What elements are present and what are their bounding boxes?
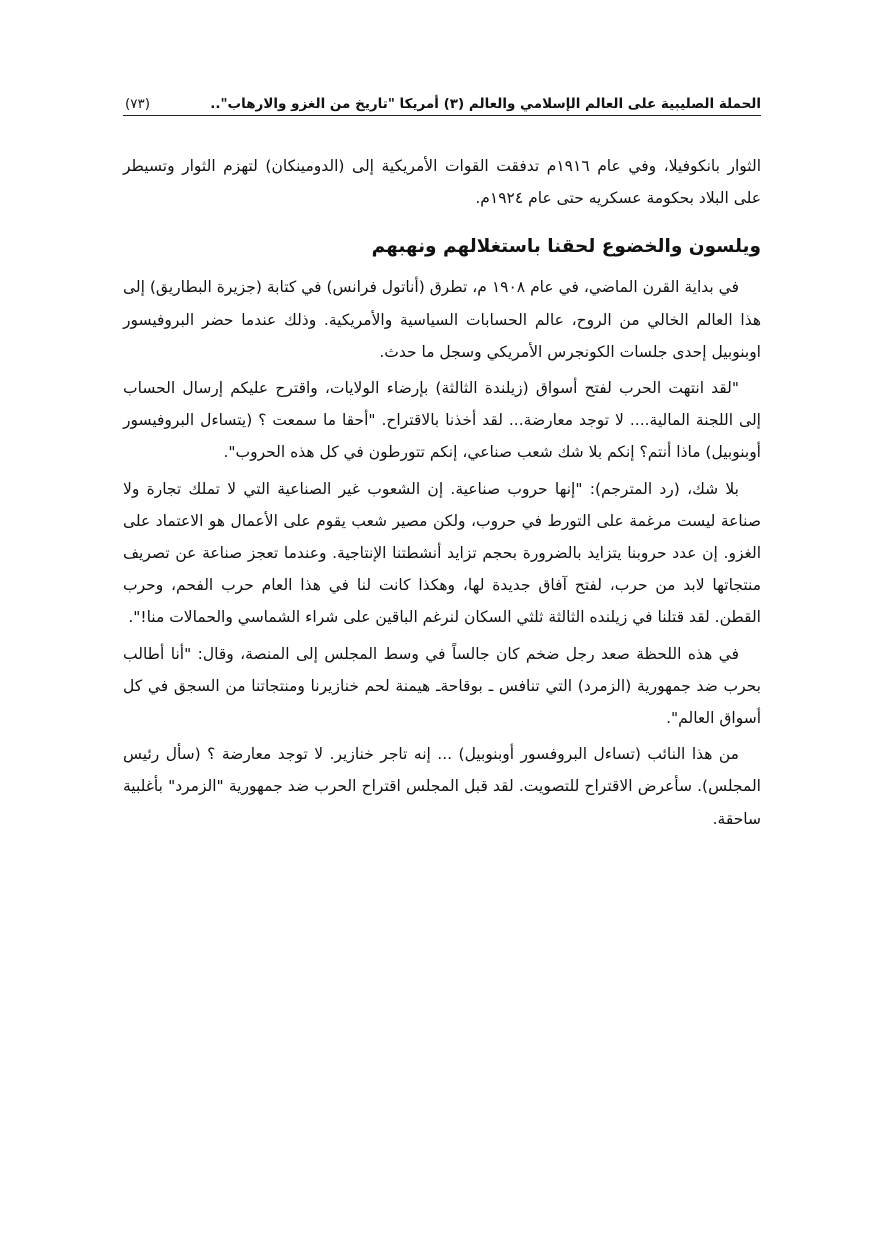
intro-paragraph: الثوار بانكوفيلا، وفي عام ١٩١٦م تدفقت القوات الأمريكية إلى (الدومينكان) لتهزم الثوار وتسيطر على البلاد بحكومة عسكريه حتى عام ١٩٢٤م.	[123, 157, 761, 208]
body-paragraph: "لقد انتهت الحرب لفتح أسواق (زيلندة الثالثة) بإرضاء الولايات، واقترح عليكم إرسال الحساب إلى اللجنة المالية.... لا توجد معارضة... لقد أخذنا بالاقتراح. "أحقا ما سمعت ؟ (يتساءل البروفيسور أوبنوبيل) ماذا أنتم؟ إنكم بلا شك شعب صناعي، إنكم تتورطون في كل هذه الحروب".	[123, 379, 761, 462]
header-title: الحملة الصليبية على العالم الإسلامي والعالم (٣) أمريكا "تاريخ من الغزو والارهاب"..	[210, 96, 761, 112]
running-header	[123, 86, 761, 116]
page-body	[123, 150, 761, 835]
section-heading: ويلسون والخضوع لحقنا باستغلالهم ونهبهم	[371, 236, 761, 258]
body-paragraph: في هذه اللحظة صعد رجل ضخم كان جالساً في وسط المجلس إلى المنصة، وقال: "أنا أطالب بحرب ضد جمهورية (الزمرد) التي تنافس ـ بوقاحةـ هيمنة لحم خنازيرنا ومنتجاتنا من السجق في كل أسواق العالم".	[123, 644, 761, 728]
body-paragraph: في بداية القرن الماضي، في عام ١٩٠٨ م، تطرق (أناتول فرانس) في كتابة (جزيرة البطاريق) إلى هذا العالم الخالي من الروح، عالم الحسابات السياسية والأمريكية. وذلك عندما حضر البروفيسور اوبنوبيل إحدى جلسات الكونجرس الأمريكي وسجل ما حدث.	[123, 278, 761, 361]
document-page	[123, 0, 761, 1240]
body-paragraph: بلا شك، (رد المترجم): "إنها حروب صناعية. إن الشعوب غير الصناعية التي لا تملك تجارة ولا صناعة ليست مرغمة على التورط في حروب، ولكن مصير شعب يقوم على الأعمال هو الاعتماد على الغزو. إن عدد حروبنا يتزايد بالضرورة بحجم تزايد أنشطتنا الإنتاجية. وعندما تعجز صناعة عن تصريف منتجاتها لابد من حرب، لفتح آفاق جديدة لها، وهكذا كانت لنا في هذا العام حرب الفحم، وحرب القطن. لقد قتلنا في زيلنده الثالثة ثلثي السكان لنرغم الباقين على شراء الشماسي والحمالات منا!".	[123, 479, 761, 627]
page-number: (٧٣)	[125, 96, 151, 112]
body-paragraph: من هذا النائب (تساءل البروفسور أوبنوبيل) ... إنه تاجر خنازير. لا توجد معارضة ؟ (سأل رئيس المجلس). سأعرض الاقتراح للتصويت. لقد قبل المجلس اقتراح الحرب ضد جمهورية "الزمرد" بأغلبية ساحقة.	[123, 745, 761, 828]
